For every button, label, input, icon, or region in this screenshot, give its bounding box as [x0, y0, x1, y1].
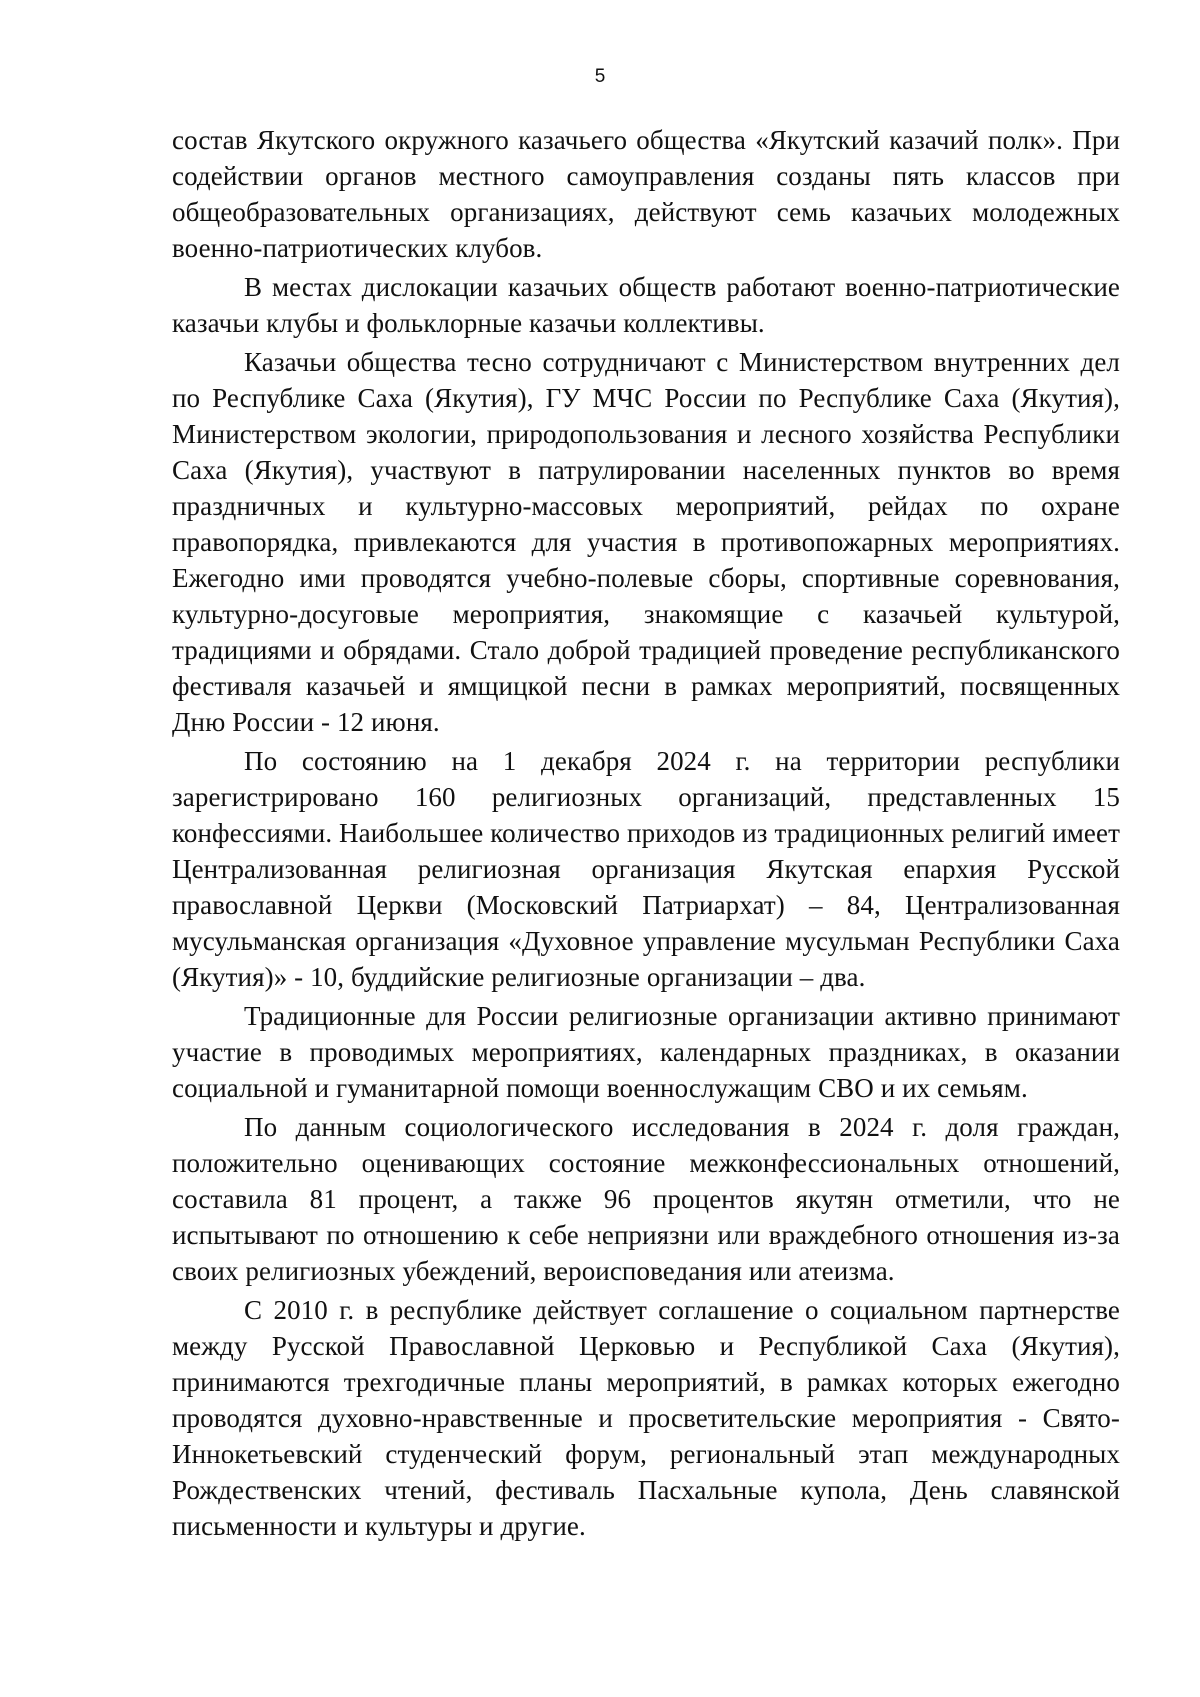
document-body: [172, 122, 1120, 1544]
paragraph-cossack-clubs: В местах дислокации казачьих обществ работают военно-патриотические казачьи клубы и фольклорные казачьи коллективы.: [172, 272, 1120, 338]
paragraph-continuation: состав Якутского окружного казачьего общества «Якутский казачий полк». При содействии органов местного самоуправления созданы пять классов при общеобразовательных организациях, действуют семь казачьих молодежных военно-патриотических клубов.: [172, 125, 1120, 263]
paragraph-traditional-religions: Традиционные для России религиозные организации активно принимают участие в проводимых мероприятиях, календарных праздниках, в оказании социальной и гуманитарной помощи военнослужащим СВО и их семьям.: [172, 1001, 1120, 1103]
paragraph-religious-organizations: По состоянию на 1 декабря 2024 г. на территории республики зарегистрировано 160 религиозных организаций, представленных 15 конфессиями. Наибольшее количество приходов из традиционных религий имеет Централизованная религиозная организация Якутская епархия Русской православной Церкви (Московский Патриархат) – 84, Централизованная мусульманская организация «Духовное управление мусульман Республики Саха (Якутия)» - 10, буддийские религиозные организации – два.: [172, 746, 1120, 992]
paragraph-social-partnership: С 2010 г. в республике действует соглашение о социальном партнерстве между Русской Православной Церковью и Республикой Саха (Якутия), принимаются трехгодичные планы мероприятий, в рамках которых ежегодно проводятся духовно-нравственные и просветительские мероприятия - Свято-Иннокетьевский студенческий форум, региональный этап международных Рождественских чтений, фестиваль Пасхальные купола, День славянской письменности и культуры и другие.: [172, 1295, 1120, 1541]
paragraph-sociological-research: По данным социологического исследования в 2024 г. доля граждан, положительно оценивающих состояние межконфессиональных отношений, составила 81 процент, а также 96 процентов якутян отметили, что не испытывают по отношению к себе неприязни или враждебного отношения из-за своих религиозных убеждений, вероисповедания или атеизма.: [172, 1112, 1120, 1286]
page-number: 5: [594, 66, 606, 87]
paragraph-cossack-cooperation: Казачьи общества тесно сотрудничают с Министерством внутренних дел по Республике Саха (Якутия), ГУ МЧС России по Республике Саха (Якутия), Министерством экологии, природопользования и лесного хозяйства Республики Саха (Якутия), участвуют в патрулировании населенных пунктов во время праздничных и культурно-массовых мероприятий, рейдах по охране правопорядка, привлекаются для участия в противопожарных мероприятиях. Ежегодно ими проводятся учебно-полевые сборы, спортивные соревнования, культурно-досуговые мероприятия, знакомящие с казачьей культурой, традициями и обрядами. Стало доброй традицией проведение республиканского фестиваля казачьей и ямщицкой песни в рамках мероприятий, посвященных Дню России - 12 июня.: [172, 347, 1120, 737]
